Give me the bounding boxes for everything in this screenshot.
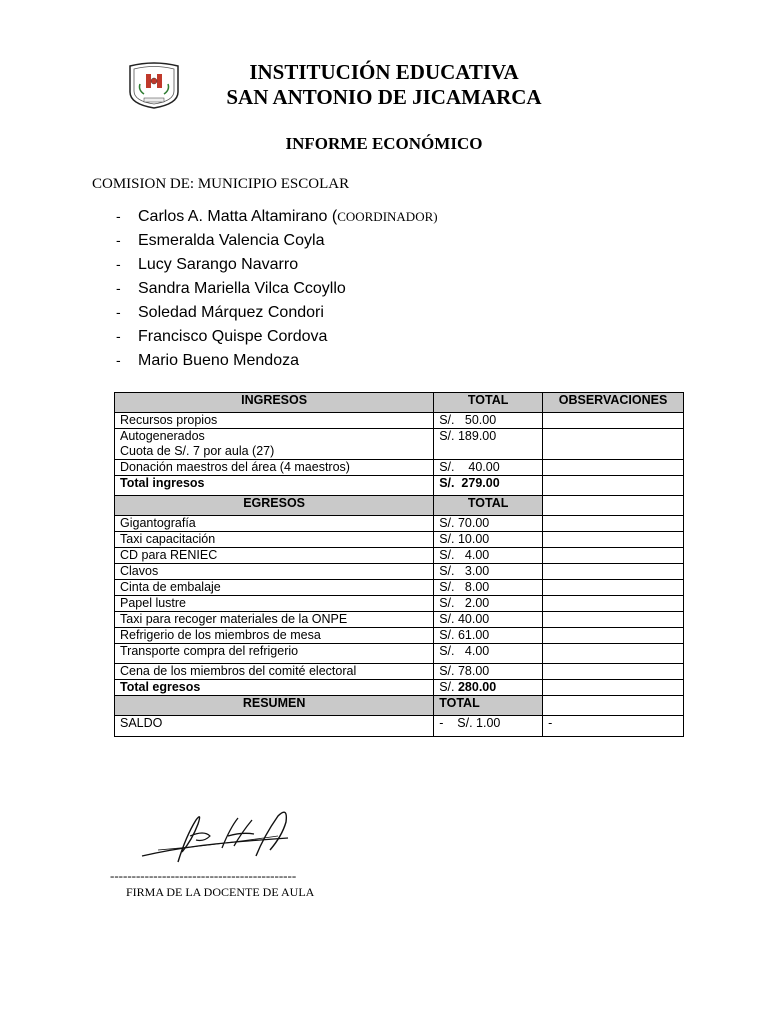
- handwritten-signature: [138, 806, 298, 868]
- expense-header-row: [115, 496, 684, 516]
- summary-header: RESUMEN: [115, 696, 434, 716]
- table-row: Donación maestros del área (4 maestros) S/. 40.00: [115, 460, 684, 476]
- balance-row: SALDO - S/. 1.00 -: [115, 716, 684, 737]
- signature-line: -------------------------------------------: [110, 868, 297, 883]
- report-title: INFORME ECONÓMICO: [285, 134, 483, 153]
- income-header-row: [115, 393, 684, 413]
- commission-label: COMISION DE: MUNICIPIO ESCOLAR: [92, 176, 350, 192]
- table-row: Taxi para recoger materiales de la ONPE S/. 40.00: [115, 612, 684, 628]
- table-row: Gigantografía S/. 70.00: [115, 516, 684, 532]
- table-row: Recursos propios S/. 50.00: [115, 413, 684, 429]
- list-item: - Soledad Márquez Condori: [116, 304, 324, 321]
- income-total-header: TOTAL: [434, 393, 543, 413]
- institution-title-line1: INSTITUCIÓN EDUCATIVA: [249, 60, 519, 84]
- list-item: - Carlos A. Matta Altamirano ( COORDINADOR): [116, 208, 438, 225]
- members-list: [116, 208, 438, 376]
- income-total-row: Total ingresos S/. 279.00: [115, 476, 684, 496]
- table-row: Autogenerados Cuota de S/. 7 por aula (27) S/. 189.00: [115, 429, 684, 460]
- table-row: Clavos S/. 3.00: [115, 564, 684, 580]
- table-row: Taxi capacitación S/. 10.00: [115, 532, 684, 548]
- table-row: Refrigerio de los miembros de mesa S/. 61.00: [115, 628, 684, 644]
- list-item: - Esmeralda Valencia Coyla: [116, 232, 325, 249]
- expense-header: EGRESOS: [115, 496, 434, 516]
- table-row: Transporte compra del refrigerio S/. 4.00: [115, 644, 684, 664]
- list-item: - Sandra Mariella Vilca Ccoyllo: [116, 280, 346, 297]
- table-row: Cena de los miembros del comité electoral S/. 78.00: [115, 664, 684, 680]
- list-item: - Francisco Quispe Cordova: [116, 328, 328, 345]
- list-item: - Lucy Sarango Navarro: [116, 256, 299, 273]
- list-item: - Mario Bueno Mendoza: [116, 352, 299, 369]
- economic-report-table: [114, 392, 684, 737]
- signature-label: FIRMA DE LA DOCENTE DE AULA: [126, 885, 315, 899]
- table-row: CD para RENIEC S/. 4.00: [115, 548, 684, 564]
- expense-total-row: Total egresos S/. 280.00: [115, 680, 684, 696]
- summary-header-row: [115, 696, 684, 716]
- table-row: Papel lustre S/. 2.00: [115, 596, 684, 612]
- expense-total-header: TOTAL: [434, 496, 543, 516]
- income-header: INGRESOS: [115, 393, 434, 413]
- summary-total-header: TOTAL: [434, 696, 543, 716]
- institution-title-line2: SAN ANTONIO DE JICAMARCA: [226, 85, 542, 109]
- observations-header: OBSERVACIONES: [543, 393, 684, 413]
- table-row: Cinta de embalaje S/. 8.00: [115, 580, 684, 596]
